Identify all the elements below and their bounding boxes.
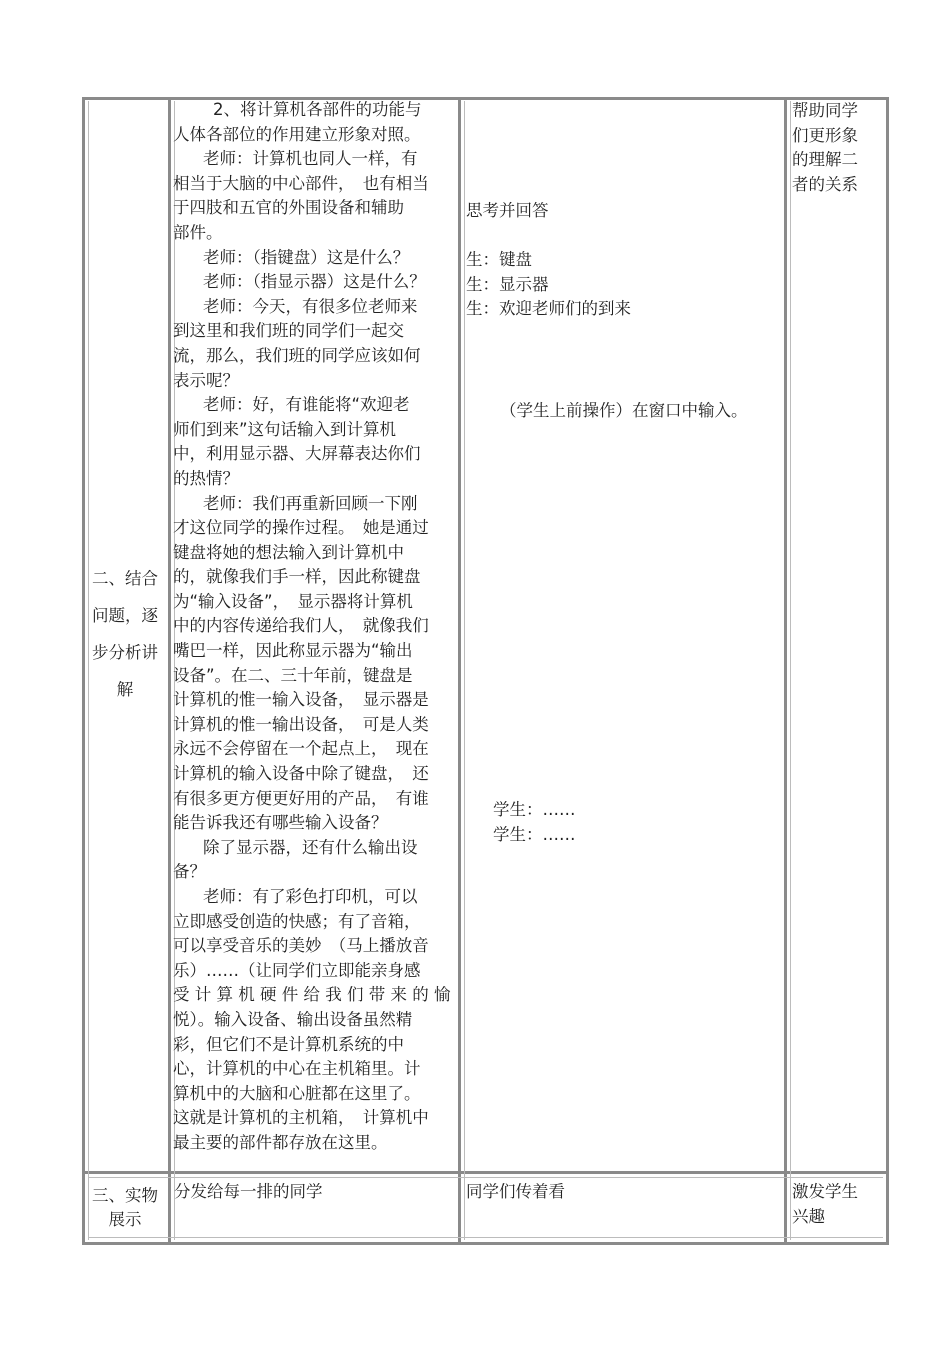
teacher-line: 的热情？ (173, 468, 239, 488)
teacher-line: 有很多更方便更好用的产品， 有谁 (173, 788, 429, 808)
stage-line: 解 (116, 680, 134, 699)
teacher-line: 才这位同学的操作过程。 她是通过 (173, 518, 429, 538)
inner-border (88, 1237, 883, 1238)
student-answer: 学生：…… (493, 825, 576, 844)
inner-border (88, 1177, 883, 1178)
teacher-line: 人体各部位的作用建立形象对照。 (173, 124, 421, 144)
stage-cell (88, 560, 162, 708)
teacher-line: 键盘将她的想法输入到计算机中 (173, 542, 404, 562)
student-line: 生：欢迎老师们的到来 (466, 299, 631, 319)
stage-line: 展示 (108, 1210, 142, 1229)
teacher-line: 老师：有了彩色打印机，可以 (203, 887, 418, 906)
teacher-line: 部件。 (173, 222, 223, 242)
teacher-line: 能告诉我还有哪些输入设备？ (173, 813, 388, 833)
spacer (466, 224, 782, 249)
teacher-line: 除了显示器，还有什么输出设 (203, 837, 418, 857)
purpose-line: 帮助同学 (792, 101, 858, 120)
teacher-line: 于四肢和五官的外围设备和辅助 (173, 198, 404, 218)
stage-line: 三、实物 (92, 1186, 158, 1205)
teacher-line: 立即感受创造的快感；有了音箱， (173, 911, 421, 931)
teacher-line: 中，利用显示器、大屏幕表达你们 (173, 444, 421, 464)
teacher-line: 为“输入设备”， 显示器将计算机 (173, 591, 413, 611)
purpose-line: 者的关系 (792, 174, 858, 194)
student-answer: 学生：…… (493, 800, 576, 819)
teacher-line: 嘴巴一样，因此称显示器为“输出 (173, 641, 413, 661)
stage-line: 问题，逐 (92, 606, 158, 625)
stage-line: 二、结合 (92, 569, 158, 588)
teacher-line: 中的内容传递给我们人， 就像我们 (173, 616, 429, 636)
teacher-line: 计算机的惟一输出设备， 可是人类 (173, 714, 429, 734)
teacher-line: 流，那么，我们班的同学应该如何 (173, 345, 421, 365)
purpose-cell (792, 99, 882, 197)
row-divider (82, 1171, 889, 1174)
student-activity-cell: 同学们传着看 (466, 1182, 565, 1201)
teacher-line: 老师：好，有谁能将“欢迎老 (203, 395, 410, 415)
teacher-line: 老师：计算机也同人一样，有 (203, 149, 418, 169)
teacher-line: 表示呢？ (173, 370, 239, 390)
teacher-line: 设备”。在二、三十年前，键盘是 (173, 665, 413, 685)
teacher-activity-cell: 分发给每一排的同学 (174, 1182, 323, 1201)
teacher-line: 彩，但它们不是计算机系统的中 (173, 1034, 404, 1054)
teacher-line: 受 计 算 机 硬 件 给 我 们 带 来 的 愉 (173, 985, 451, 1005)
teacher-line: 老师：（指显示器）这是什么？ (203, 272, 426, 292)
teacher-line: 心，计算机的中心在主机箱里。计 (173, 1059, 421, 1079)
student-operation: （学生上前操作）在窗口中输入。 (500, 401, 748, 420)
teacher-line: 老师：我们再重新回顾一下刚 (203, 493, 418, 513)
teacher-line: 计算机的惟一输入设备， 显示器是 (173, 690, 429, 710)
teacher-line: 永远不会停留在一个起点上， 现在 (173, 739, 429, 759)
purpose-line: 的理解二 (792, 150, 858, 170)
stage-line: 步分析讲 (92, 643, 158, 662)
teacher-activity-cell (173, 98, 456, 1156)
teacher-line: 乐）……（让同学们立即能亲身感 (173, 960, 421, 980)
teacher-line: 2、将计算机各部件的功能与 (213, 100, 422, 119)
stage-cell (88, 1184, 162, 1232)
column-divider (458, 97, 461, 1245)
teacher-line: 计算机的输入设备中除了键盘， 还 (173, 764, 429, 784)
teacher-line: 师们到来”这句话输入到计算机 (173, 419, 397, 439)
inner-border (464, 101, 465, 1240)
teacher-line: 到这里和我们班的同学们一起交 (173, 321, 404, 341)
column-divider (168, 97, 171, 1245)
student-activity-cell (466, 199, 782, 322)
purpose-cell (792, 1180, 882, 1229)
student-line: 生：键盘 (466, 250, 532, 270)
teacher-line: 备？ (173, 862, 206, 882)
purpose-line: 兴趣 (792, 1206, 825, 1226)
purpose-line: 激发学生 (792, 1182, 858, 1201)
teacher-line: 老师：今天，有很多位老师来 (203, 296, 418, 316)
teacher-line: 可以享受音乐的美妙 （马上播放音 (173, 936, 429, 956)
teacher-line: 这就是计算机的主机箱， 计算机中 (173, 1108, 429, 1128)
teacher-line: 老师：（指键盘）这是什么？ (203, 247, 410, 267)
teacher-line: 悦）。输入设备、输出设备虽然精 (173, 1009, 413, 1029)
column-divider (784, 97, 787, 1245)
teacher-line: 的，就像我们手一样，因此称键盘 (173, 567, 421, 587)
purpose-line: 们更形象 (792, 125, 858, 145)
student-line: 生：显示器 (466, 274, 549, 294)
teacher-line: 最主要的部件都存放在这里。 (173, 1132, 388, 1152)
teacher-line: 算机中的大脑和心脏都在这里了。 (173, 1083, 421, 1103)
inner-border (790, 101, 791, 1240)
student-line: 思考并回答 (466, 201, 549, 220)
teacher-line: 相当于大脑的中心部件， 也有相当 (173, 173, 429, 193)
